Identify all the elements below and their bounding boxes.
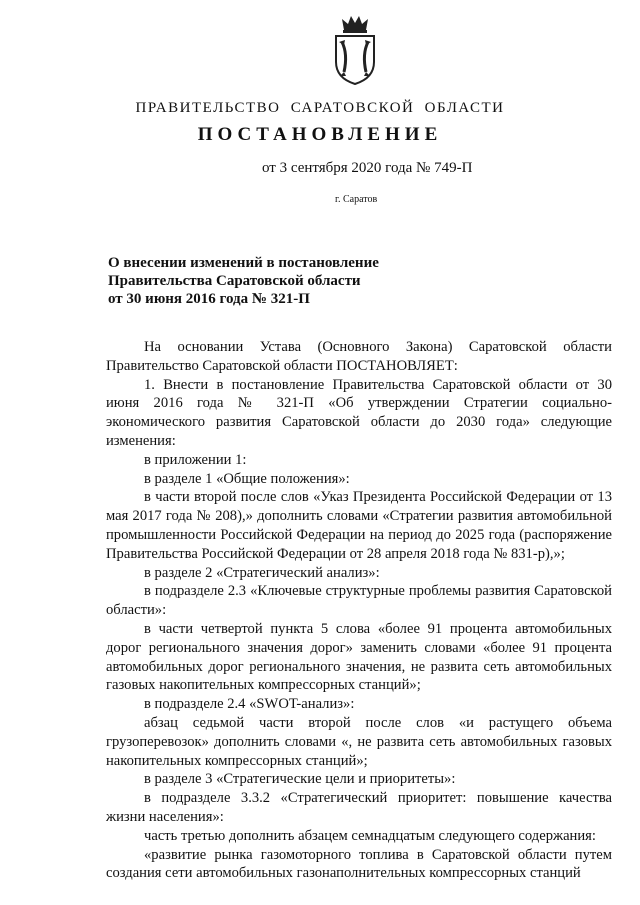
body-paragraph: в подразделе 3.3.2 «Стратегический приоритет: повышение качества жизни населения»:	[106, 790, 612, 825]
body-paragraph: часть третью дополнить абзацем семнадцатым следующего содержания:	[144, 827, 596, 844]
document-date-number: от 3 сентября 2020 года № 749-П	[262, 160, 473, 176]
body-paragraph: абзац седьмой части второй после слов «и растущего объема грузоперевозок» дополнить словами «, не развита сеть автомобильных газовых накопительных компрессорных станций»;	[106, 714, 612, 769]
body-paragraph: в части четвертой пункта 5 слова «более 91 процента автомобильных дорог регионального значения дорог» заменить словами «более 91 процента автомобильных дорог регионального значения, не развита сеть автомобильных газовых накопительных компрессорных станций»;	[106, 620, 612, 694]
body-paragraph: в подразделе 2.4 «SWOT-анализ»:	[144, 696, 355, 713]
body-paragraph: в разделе 3 «Стратегические цели и приоритеты»:	[144, 771, 456, 788]
body-paragraph: На основании Устава (Основного Закона) Саратовской области Правительство Саратовской области ПОСТАНОВЛЯЕТ:	[106, 339, 612, 374]
body-paragraph: «развитие рынка газомоторного топлива в Саратовской области путем создания сети автомобильных газонаполнительных компрессорных станций	[106, 846, 612, 882]
body-paragraph: в части второй после слов «Указ Президента Российской Федерации от 13 мая 2017 года № 208),» дополнить словами «Стратегии развития автомобильной промышленности Российской Федерации на период до 2025 года (распоряжение Правительства Российской Федерации от 28 апреля 2018 года № 831-р),»;	[106, 489, 612, 562]
body-paragraph: в разделе 1 «Общие положения»:	[144, 470, 350, 487]
saratov-coat-of-arms-icon	[330, 14, 380, 86]
subject-line: от 30 июня 2016 года № 321-П	[108, 291, 310, 307]
body-paragraph: в приложении 1:	[144, 451, 247, 468]
body-paragraph: 1. Внести в постановление Правительства Саратовской области от 30 июня 2016 года № 321-П «Об утверждении Стратегии социально-экономического развития Саратовской области до 2030 года» следующие изменения:	[106, 376, 612, 449]
body-paragraph: в подразделе 2.3 «Ключевые структурные проблемы развития Саратовской области»:	[106, 583, 612, 619]
document-subject	[108, 254, 438, 308]
subject-line: О внесении изменений в постановление	[108, 255, 379, 271]
subject-line: Правительства Саратовской области	[108, 273, 361, 289]
document-type: ПОСТАНОВЛЕНИЕ	[197, 124, 443, 145]
document-body	[106, 338, 612, 883]
body-paragraph: в разделе 2 «Стратегический анализ»:	[144, 564, 380, 581]
government-name: ПРАВИТЕЛЬСТВО САРАТОВСКОЙ ОБЛАСТИ	[135, 100, 505, 116]
document-city: г. Саратов	[335, 194, 378, 205]
